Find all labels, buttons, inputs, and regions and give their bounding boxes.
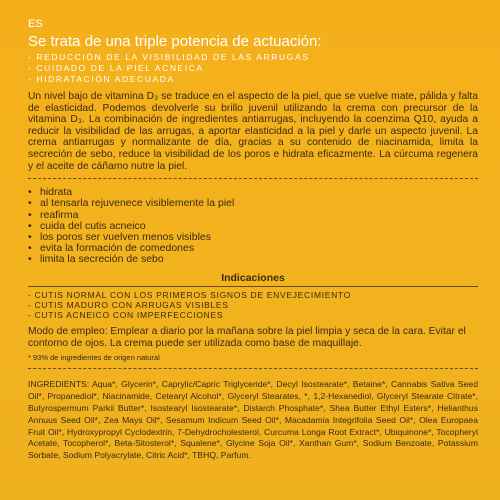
dashed-divider: [28, 368, 478, 369]
benefit-item: • limita la secreción de sebo: [28, 254, 478, 265]
headline: Se trata de una triple potencia de actuación:: [28, 33, 322, 50]
benefit-item: • al tensarla rejuvenece visiblemente la piel: [28, 198, 478, 209]
indication-item: - CUTIS NORMAL CON LOS PRIMEROS SIGNOS DE ENVEJECIMIENTO: [28, 289, 352, 300]
usage-instructions: Modo de empleo: Emplear a diario por la mañana sobre la piel limpia y seca de la cara. Evitar el contorno de ojos. La crema puede ser utilizada como base de maquillaje.: [28, 326, 466, 349]
indication-item: - CUTIS MADURO CON ARRUGAS VISIBLES: [28, 299, 229, 310]
indications-list: [28, 290, 478, 321]
benefit-item: • evita la formación de comedones: [28, 243, 478, 254]
description: Un nivel bajo de vitamina D₃ se traduce en el aspecto de la piel, que se vuelve mate, pálida y falta de elasticidad. Podemos devolverle su brillo juvenil utilizando la crema con precursor de la vitamina D₃. La combinación de ingredientes antiarrugas, incluyendo la coenzima Q10, ayuda a reducir la visibilidad de las arrugas, a aportar elasticidad a la piel y darle un aspecto juvenil. La crema antiarrugas y normalizante de día, gracias a su contenido de niacinamida, limita la secreción de sebo, reduce la visibilidad de los poros e hidrata eficazmente. La cúrcuma regenera y el aceite de cáñamo nutre la piel.: [28, 91, 478, 172]
origin-note: * 93% de ingredientes de origen natural: [28, 353, 160, 363]
benefit-item: • reafirma: [28, 210, 478, 221]
benefit-item: • cuida del cutis acneico: [28, 221, 478, 232]
language-code: ES: [28, 18, 43, 30]
action-item: - REDUCCIÓN DE LA VISIBILIDAD DE LAS ARRUGAS: [28, 52, 310, 62]
indications-title: Indicaciones: [221, 271, 285, 284]
benefit-item: • los poros ser vuelven menos visibles: [28, 232, 478, 243]
indications-divider: [28, 286, 478, 287]
ingredients-list: INGREDIENTS: Aqua*, Glycerin*, Caprylic/Capric Triglyceride*, Decyl Isostearate*, Betaine*, Cannabis Sativa Seed Oil*, Propanediol*, Niacinamide, Cetearyl Alcohol*, Glyceryl Stearates, *, 1,2-Hexanediol, Glyceryl Stearate Citrate*, Butyrospermum Parkii Butter*, Isostearyl Isostearate*, Distarch Phosphate*, Shea Butter Ethyl Esters*, Helianthus Annuus Seed Oil*, Zea Mays Oil*, Sesamum Indicum Seed Oil*, Macadamia Integrifolia Seed Oil*, Olea Europaea Fruit Oil*, Hydroxypropyl Cyclodextrin, 7-Dehydrocholesterol, Curcuma Longa Root Extract*, Ubiquinone*, Tocopheryl Acetate, Tocopherol*, Beta-Sitosterol*, Squalene*, Glycine Soja Oil*, Xanthan Gum*, Sodium Benzoate, Potassium Sorbate, Sodium Polyacrylate, Citric Acid*, TBHQ, Parfum.: [28, 379, 478, 461]
action-list: [28, 52, 478, 85]
action-item: - HIDRATACIÓN ADECUADA: [28, 74, 175, 84]
dashed-divider: [28, 178, 478, 179]
benefit-list: [28, 187, 478, 265]
action-item: - CUIDADO DE LA PIEL ACNEICA: [28, 63, 204, 73]
benefit-item: • hidrata: [28, 187, 478, 198]
indication-item: - CUTIS ACNEICO CON IMPERFECCIONES: [28, 309, 224, 320]
